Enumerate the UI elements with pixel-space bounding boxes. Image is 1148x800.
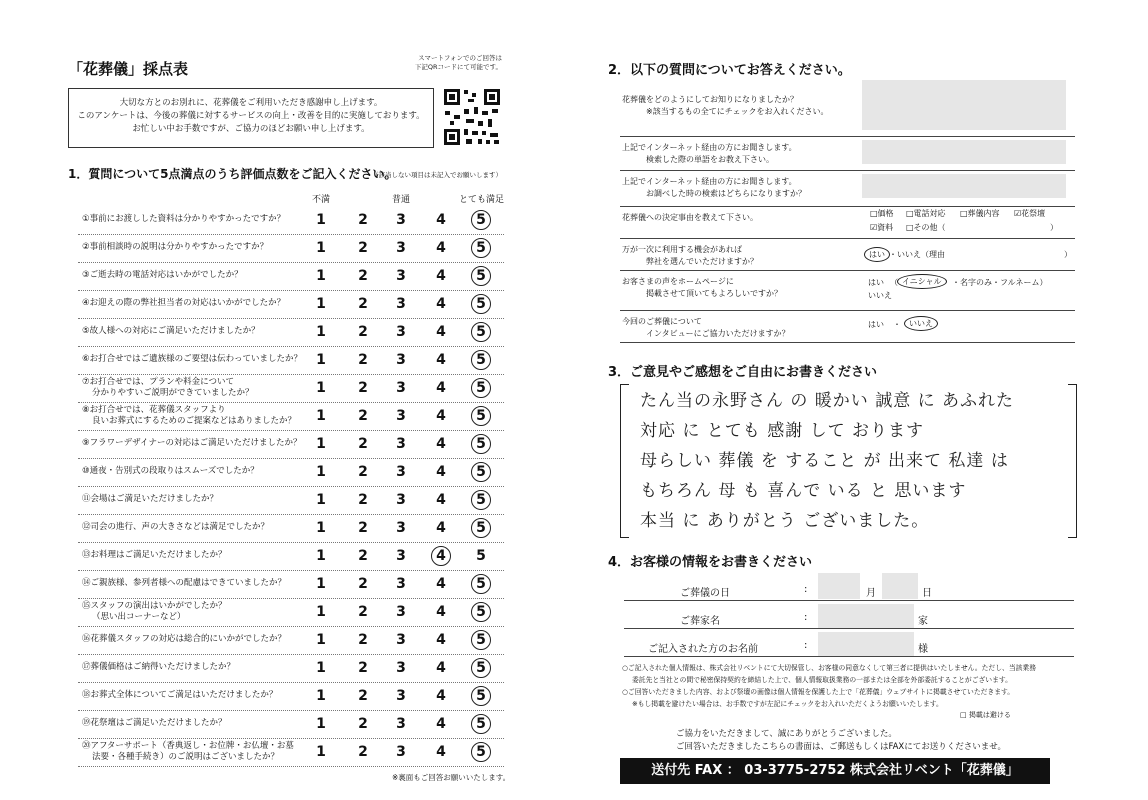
redacted-month [818,573,860,599]
score-option[interactable]: 2 [358,632,368,648]
redacted-family-name [818,604,914,628]
score-option[interactable]: 2 [358,576,368,592]
score-option[interactable]: 5 [476,548,486,564]
score-option[interactable]: 3 [396,604,406,620]
score-option-selected[interactable]: 5 [471,658,491,678]
score-option[interactable]: 3 [396,632,406,648]
question-text-line: ⑱お葬式全体についてご満足はいただけましたか？ [82,690,278,700]
score-option[interactable]: 4 [436,380,446,396]
question-text-line: 分かりやすいご説明ができていましたか？ [92,388,254,398]
question-text [82,354,302,365]
question-text [82,550,227,561]
question-text [82,270,243,281]
redacted-answer [862,140,1066,164]
score-option[interactable]: 1 [316,520,326,536]
score-option[interactable]: 2 [358,716,368,732]
score-option-selected[interactable]: 5 [471,294,491,314]
question-row [78,374,504,403]
question-text-line: ⑩通夜・告別式の段取りはスムーズでしたか？ [82,466,259,476]
interview-sep: ・ [893,320,901,329]
score-option[interactable]: 2 [358,408,368,424]
score-option[interactable]: 1 [316,688,326,704]
scale-low-label: 不満 [312,195,331,205]
funeral-date-label: ご葬儀の日 [680,588,730,599]
question-row [78,234,504,263]
score-option[interactable]: 3 [396,436,406,452]
interview-yes-option[interactable]: はい [868,320,884,329]
publish-yes-option[interactable]: はい [868,278,884,287]
question-text [82,326,260,337]
colon: : [804,612,808,623]
score-option[interactable]: 1 [316,408,326,424]
reason-content[interactable]: □葬儀内容 [960,209,1000,218]
score-option-selected[interactable]: 5 [471,462,491,482]
score-option[interactable]: 3 [396,464,406,480]
comment-line: たん当の永野さん の 暖かい 誠意 に あふれた [640,391,1015,411]
score-option-selected[interactable]: 5 [471,742,491,762]
family-name-label: ご葬家名 [680,616,720,627]
score-option[interactable]: 2 [358,744,368,760]
score-option[interactable]: 2 [358,492,368,508]
question-text-line: ⑮スタッフの演出はいかがでしたか？ [82,601,227,611]
score-option[interactable]: 1 [316,352,326,368]
score-option-selected[interactable]: 5 [471,434,491,454]
section2-question-line: インタビューにご協力いただけますか？ [646,329,790,338]
privacy-line: 委託先と当社との間で秘密保持契約を締結した上で、個人情報取扱業務の一部または全部を外部委託することがございます。 [632,676,1012,684]
score-option-selected[interactable]: 5 [471,518,491,538]
score-option[interactable]: 3 [396,240,406,256]
privacy-line: ○ご記入された個人情報は、株式会社リベントにて大切保管し、お客様の同意なくして第三者に提供はいたしません。ただし、当該業務 [622,664,1037,672]
score-option[interactable]: 3 [396,492,406,508]
score-option[interactable]: 1 [316,492,326,508]
back-side-footnote: ※裏面もご回答お願いいたします。 [392,773,511,782]
section2-question-line: 検索した際の単語をお教え下さい。 [646,155,774,164]
score-option[interactable]: 1 [316,380,326,396]
score-option[interactable]: 3 [396,380,406,396]
interview-no-option[interactable]: いいえ [904,316,938,331]
question-text-line: ⑬お料理はご満足いただけましたか？ [82,550,227,560]
thanks-line: ご協力をいただきまして、誠にありがとうございました。 [676,729,897,739]
section2-question-text [622,176,806,200]
score-option[interactable]: 2 [358,324,368,340]
section2-question-line: 花葬儀をどのようにしてお知りになりましたか？ [622,95,798,104]
comment-text [640,386,1060,536]
score-option[interactable]: 4 [436,240,446,256]
score-option[interactable]: 3 [396,660,406,676]
score-option[interactable]: 4 [436,268,446,284]
comment-line: 母らしい 葬儀 を すること が 出来て 私達 は [640,451,1009,471]
section2-question-text [622,212,758,224]
question-text [82,578,286,589]
question-text [82,494,218,505]
question-text [82,741,294,763]
section2-question-line: 万が一次に利用する機会があれば [622,245,742,254]
question-text-line: ②事前相談時の説明は分かりやすかったですか？ [82,242,269,252]
redacted-writer-name [818,632,914,656]
score-option[interactable]: 2 [358,240,368,256]
score-option[interactable]: 4 [436,660,446,676]
question-text [82,634,286,645]
question-row [78,682,504,711]
question-row [78,206,504,235]
again-no-option[interactable]: ・いいえ（理由 [889,250,945,259]
score-option[interactable]: 1 [316,464,326,480]
question-text-line: ⑨フラワーデザイナーの対応はご満足いただけましたか？ [82,438,302,448]
score-option[interactable]: 1 [316,604,326,620]
score-option[interactable]: 1 [316,632,326,648]
score-option-selected[interactable]: 5 [471,714,491,734]
question-text [82,377,254,399]
score-option[interactable]: 3 [396,296,406,312]
score-option[interactable]: 4 [436,436,446,452]
section2-title: 2．以下の質問についてお答えください。 [608,63,851,78]
score-option-selected[interactable]: 5 [471,378,491,398]
question-row [78,290,504,319]
section2-question-line: 今回のご葬儀について [622,317,702,326]
section2-question-line: 上記でインターネット経由の方にお聞きします。 [622,143,797,152]
day-label: 日 [922,588,932,599]
score-option-selected[interactable]: 5 [471,266,491,286]
question-row [78,710,504,739]
question-row [78,262,504,291]
score-option[interactable]: 3 [396,408,406,424]
reason-phone[interactable]: □電話対応 [906,209,946,218]
question-text-line: 法要・各種手続き）のご説明はございましたか？ [92,752,280,762]
question-text [82,466,259,477]
colon: : [804,584,808,595]
score-option-selected[interactable]: 5 [471,686,491,706]
question-row [78,430,504,459]
score-option-selected[interactable]: 5 [471,630,491,650]
publish-initial-option[interactable]: イニシャル [897,274,947,289]
question-text-line: ⑪会場はご満足いただけましたか？ [82,494,219,504]
score-option[interactable]: 1 [316,268,326,284]
writer-name-label: ご記入された方のお名前 [648,644,758,655]
score-option[interactable]: 1 [316,576,326,592]
thanks-message [676,728,1006,754]
score-option[interactable]: 4 [436,212,446,228]
question-text [82,522,269,533]
privacy-line: ○ご回答いただきました内容、および祭壇の画像は個人情報を保護した上で「花葬儀」ウェブサイトに掲載させていただきます。 [622,688,1015,696]
question-row [78,514,504,543]
score-option[interactable]: 2 [358,352,368,368]
question-text-line: ③ご逝去時の電話対応はいかがでしたか？ [82,270,243,280]
score-option[interactable]: 3 [396,268,406,284]
smartphone-note [402,54,502,72]
score-option[interactable]: 4 [436,324,446,340]
score-option-selected[interactable]: 5 [471,322,491,342]
score-option[interactable]: 4 [436,576,446,592]
reason-materials[interactable]: ☑資料 [870,223,894,232]
score-option-selected[interactable]: 5 [471,602,491,622]
section2-question-line: 上記でインターネット経由の方にお聞きします。 [622,177,797,186]
publish-open: （ [890,278,898,287]
question-row [78,318,504,347]
score-option[interactable]: 2 [358,604,368,620]
comment-line: 対応 に とても 感謝 して おります [640,421,925,441]
question-text [82,662,235,673]
again-yes-option[interactable]: はい [864,247,890,262]
intro-line: お忙しい中お手数ですが、ご協力のほどお願い申し上げます。 [132,124,370,134]
again-close: ） [1064,250,1072,259]
section2-question-text [622,244,758,268]
intro-line: 大切な方とのお別れに、花葬儀をご利用いただき感謝申し上げます。 [119,98,383,108]
section2-question-row [620,312,1075,343]
section2-question-text [622,142,797,166]
section2-question-row [620,240,1075,271]
score-option[interactable]: 3 [396,352,406,368]
score-option[interactable]: 3 [396,744,406,760]
question-text [82,718,227,729]
comment-line: もちろん 母 も 喜んで いる と 思います [640,481,967,501]
score-option[interactable]: 4 [436,408,446,424]
score-option[interactable]: 3 [396,324,406,340]
score-option[interactable]: 2 [358,660,368,676]
section3-title: 3．ご意見やご感想をご自由にお書きください [608,365,878,380]
section2-question-line: ※該当するもの全てにチェックをお入れください。 [646,107,829,116]
privacy-line: ※もし掲載を避けたい場合は、お手数ですが左記にチェックをお入れいただくようお願いいたします。 [632,700,943,708]
score-option-selected[interactable]: 5 [471,350,491,370]
writer-suffix: 様 [918,644,928,655]
score-option[interactable]: 4 [436,492,446,508]
section1-title: 1．質問について5点満点のうち評価点数をご記入ください。 [68,167,397,181]
score-option[interactable]: 1 [316,212,326,228]
question-text-line: 良いお葬式にするためのご提案などはありましたか？ [92,416,297,426]
question-row [78,570,504,599]
score-option[interactable]: 4 [436,716,446,732]
reason-price[interactable]: □価格 [870,209,894,218]
question-text [82,438,302,449]
score-option-selected[interactable]: 5 [471,210,491,230]
question-text-line: ⑲花祭壇はご満足いただけましたか？ [82,718,227,728]
intro-line: このアンケートは、今後の葬儀に対するサービスの向上・改善を目的に実施しております。 [77,111,425,121]
colon: : [804,640,808,651]
scale-high-label: とても満足 [459,195,505,205]
redacted-answer [862,80,1066,130]
score-option[interactable]: 3 [396,716,406,732]
comment-line: 本当 に ありがとう ございました。 [640,511,930,531]
family-suffix: 家 [918,616,928,627]
question-text [82,242,268,253]
score-option[interactable]: 1 [316,744,326,760]
intro-box [68,88,434,148]
score-option[interactable]: 1 [316,296,326,312]
score-option-selected[interactable]: 5 [471,238,491,258]
score-option[interactable]: 1 [316,660,326,676]
question-text-line: ⑭ご親族様、参列者様への配慮はできていましたか？ [82,578,287,588]
score-option-selected[interactable]: 5 [471,490,491,510]
month-label: 月 [866,588,876,599]
qr-code-icon [442,87,502,147]
question-text-line: （思い出コーナーなど） [92,612,186,622]
score-option[interactable]: 2 [358,520,368,536]
score-option[interactable]: 2 [358,296,368,312]
section2-question-line: お客さまの声をホームページに [622,277,734,286]
section2-question-text [622,316,790,340]
comment-bracket-left [620,384,629,538]
section2-question-line: 弊社を選んでいただけますか？ [646,257,758,266]
section4-title: 4．お客様の情報をお書きください [608,555,813,570]
question-text-line: ⑳アフターサポート（香典返し・お位牌・お仏壇・お墓 [82,741,294,751]
score-option[interactable]: 1 [316,716,326,732]
score-option[interactable]: 4 [436,296,446,312]
question-text [82,298,285,309]
question-text-line: ①事前にお渡しした資料は分かりやすかったですか？ [82,214,286,224]
section2-question-text [622,276,782,300]
score-option[interactable]: 2 [358,380,368,396]
score-option[interactable]: 4 [436,632,446,648]
score-option-selected[interactable]: 5 [471,406,491,426]
score-option[interactable]: 2 [358,464,368,480]
section2-question-line: 花葬儀への決定事由を教えて下さい。 [622,213,758,222]
section2-question-line: 掲載させて頂いてもよろしいですか？ [646,289,782,298]
section1-note: （該当しない項目は未記入でお願いします） [372,171,502,179]
score-option[interactable]: 3 [396,520,406,536]
score-option[interactable]: 4 [436,352,446,368]
section2-question-text [622,94,828,118]
score-option[interactable]: 1 [316,548,326,564]
question-row [78,626,504,655]
question-text [82,214,285,225]
question-text-line: ⑦お打合せでは、プランや料金について [82,377,234,387]
score-option[interactable]: 4 [436,688,446,704]
question-row [78,654,504,683]
divider [624,600,1074,601]
thanks-line: ご回答いただきましたこちらの書面は、ご郵送もしくはFAXにてお送りくださいませ。 [676,742,1006,752]
question-row [78,738,504,767]
score-option[interactable]: 3 [396,688,406,704]
publish-no-option[interactable]: いいえ [868,291,892,300]
question-row [78,598,504,627]
question-text-line: ⑫司会の進行、声の大きさなどは満足でしたか？ [82,522,270,532]
score-option-selected[interactable]: 5 [471,574,491,594]
redacted-answer [862,174,1066,198]
score-option[interactable]: 3 [396,576,406,592]
score-option[interactable]: 3 [396,212,406,228]
score-option[interactable]: 2 [358,436,368,452]
smartphone-note-line: 下記QRコードにて可能です。 [414,63,502,71]
question-text-line: ⑥お打合せではご遺族様のご要望は伝わっていましたか？ [82,354,303,364]
reason-flower-altar[interactable]: ☑花祭壇 [1014,209,1046,218]
question-row [78,542,504,571]
question-row [78,402,504,431]
fax-destination-bar: 送付先 FAX ： 03-3775-2752 株式会社リベント「花葬儀」 [620,758,1050,784]
avoid-publish-checkbox[interactable]: □ 掲載は避ける [960,711,1011,719]
score-option-selected[interactable]: 4 [431,546,451,566]
question-text-line: ⑰葬儀価格はご納得いただけましたか？ [82,662,236,672]
section2-question-line: お調べした時の検索はどちらになりますか？ [646,189,806,198]
reason-other[interactable]: □その他（ [906,223,946,232]
comment-bracket-right [1068,384,1077,538]
score-option[interactable]: 4 [436,464,446,480]
reason-other-close: ） [1050,223,1058,232]
question-text-line: ⑧お打合せでは、花葬儀スタッフより [82,405,226,415]
question-text-line: ④お迎えの際の弊社担当者の対応はいかがでしたか？ [82,298,286,308]
divider [624,628,1074,629]
question-text [82,405,296,427]
score-option[interactable]: 2 [358,688,368,704]
question-row [78,346,504,375]
score-option[interactable]: 3 [396,548,406,564]
scale-mid-label: 普通 [392,195,411,205]
score-option[interactable]: 1 [316,436,326,452]
score-option[interactable]: 4 [436,744,446,760]
survey-title: 「花葬儀」採点表 [68,60,189,78]
score-option[interactable]: 2 [358,212,368,228]
question-text [82,690,277,701]
publish-rest-options[interactable]: ・名字のみ・フルネーム） [952,278,1048,287]
question-text-line: ⑯花葬儀スタッフの対応は総合的にいかがでしたか？ [82,634,287,644]
section2-question-row [620,208,1075,239]
question-row [78,458,504,487]
score-option[interactable]: 1 [316,324,326,340]
smartphone-note-line: スマートフォンでのご回答は [418,54,502,62]
privacy-notice [622,662,1036,710]
question-text [82,601,227,623]
score-option[interactable]: 1 [316,240,326,256]
question-text-line: ⑤故人様への対応にご満足いただけましたか？ [82,326,260,336]
score-option[interactable]: 4 [436,520,446,536]
score-option[interactable]: 2 [358,268,368,284]
redacted-day [882,573,918,599]
score-option[interactable]: 4 [436,604,446,620]
score-option[interactable]: 2 [358,548,368,564]
divider [624,656,1074,657]
question-row [78,486,504,515]
